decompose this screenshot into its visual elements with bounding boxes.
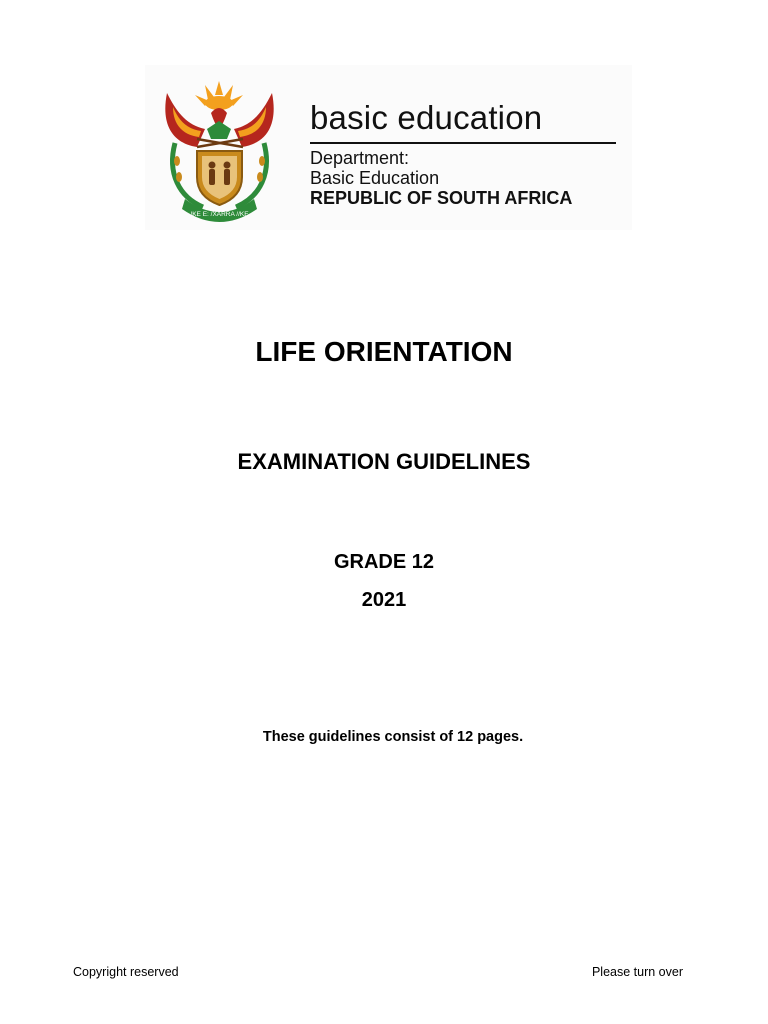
department-label: Department: — [310, 148, 410, 168]
department-name: Basic Education — [310, 168, 440, 188]
footer-turn-over: Please turn over — [591, 965, 683, 979]
brand-title: basic education — [310, 99, 543, 136]
year-label: 2021 — [361, 589, 407, 611]
grade-label: GRADE 12 — [333, 551, 435, 573]
motto-text: !KE E: /XARRA //KE — [190, 211, 249, 218]
page-count-note: These guidelines consist of 12 pages. — [262, 729, 524, 745]
footer-copyright: Copyright reserved — [73, 965, 179, 979]
header-logo-block — [145, 65, 632, 230]
country-name: REPUBLIC OF SOUTH AFRICA — [310, 188, 573, 208]
subject-title: LIFE ORIENTATION — [255, 336, 513, 367]
document-type: EXAMINATION GUIDELINES — [237, 449, 531, 474]
department-block — [310, 148, 572, 208]
south-africa-coat-of-arms-icon — [157, 73, 282, 223]
brand-divider — [310, 142, 616, 144]
